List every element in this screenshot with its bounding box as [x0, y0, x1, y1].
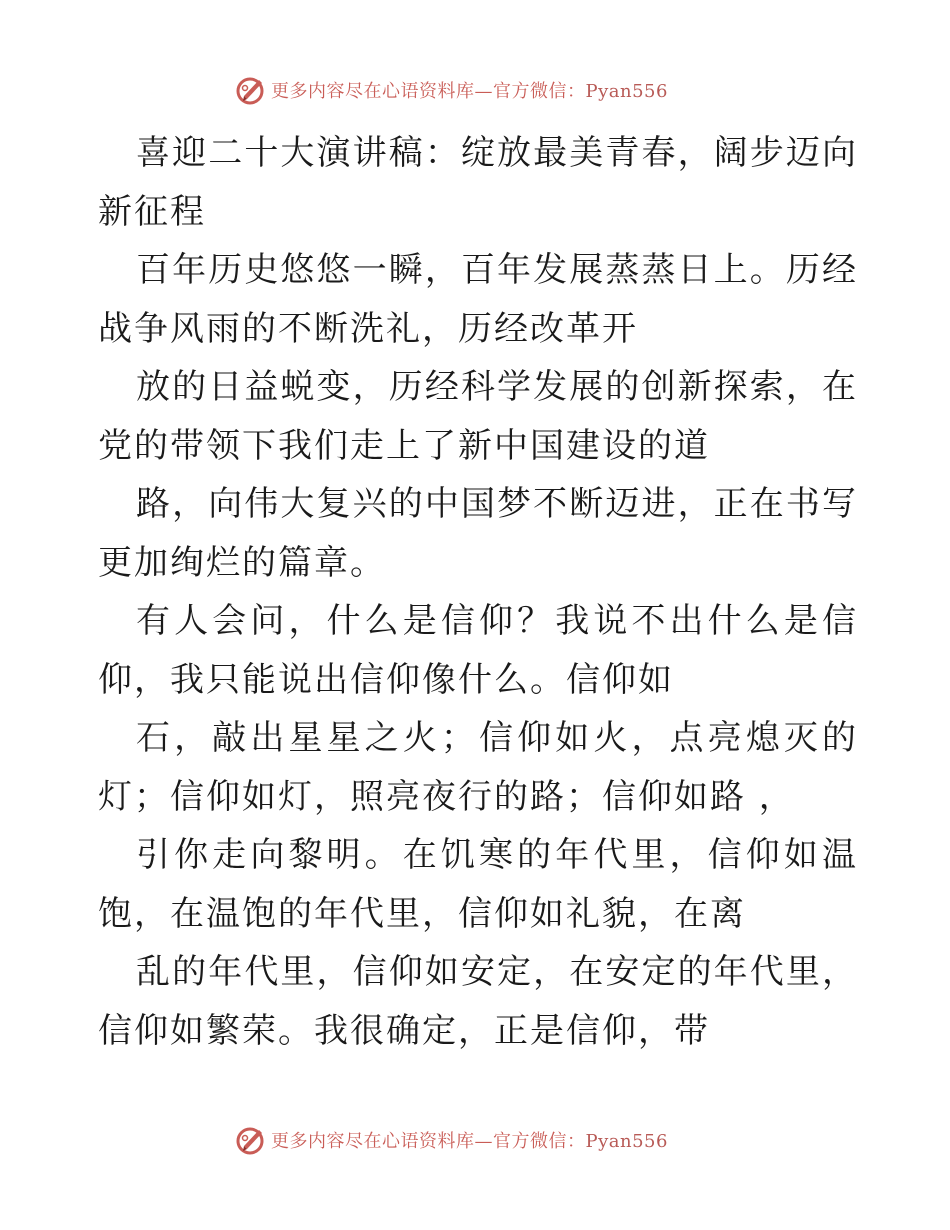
paragraph: 有人会问，什么是信仰？我说不出什么是信仰，我只能说出信仰像什么。信仰如 — [98, 601, 858, 700]
paragraph: 放的日益蜕变，历经科学发展的创新探索，在党的带领下我们走上了新中国建设的道 — [98, 367, 858, 466]
paragraph: 百年历史悠悠一瞬，百年发展蒸蒸日上。历经战争风雨的不断洗礼，历经改革开 — [98, 250, 858, 349]
document-title: 喜迎二十大演讲稿：绽放最美青春，阔步迈向新征程 — [98, 133, 858, 232]
footer-banner-text: 更多内容尽在心语资料库—官方微信： — [271, 1131, 586, 1152]
header-banner — [235, 74, 715, 106]
paragraph: 石，敲出星星之火；信仰如火，点亮熄灭的灯；信仰如灯，照亮夜行的路；信仰如路 ， — [98, 718, 858, 817]
paragraph: 引你走向黎明。在饥寒的年代里，信仰如温饱，在温饱的年代里，信仰如礼貌，在离 — [98, 835, 858, 934]
footer-banner — [235, 1124, 715, 1156]
header-banner-text: 更多内容尽在心语资料库—官方微信： — [271, 81, 586, 102]
pen-logo-icon — [235, 1124, 267, 1156]
footer-wechat-id: Pyan556 — [585, 1131, 668, 1152]
document-body — [98, 124, 858, 1060]
paragraph: 路，向伟大复兴的中国梦不断迈进，正在书写更加绚烂的篇章。 — [98, 484, 858, 583]
paragraph: 乱的年代里，信仰如安定，在安定的年代里，信仰如繁荣。我很确定，正是信仰，带 — [98, 952, 858, 1051]
header-wechat-id: Pyan556 — [585, 81, 668, 102]
pen-logo-icon — [235, 74, 267, 106]
